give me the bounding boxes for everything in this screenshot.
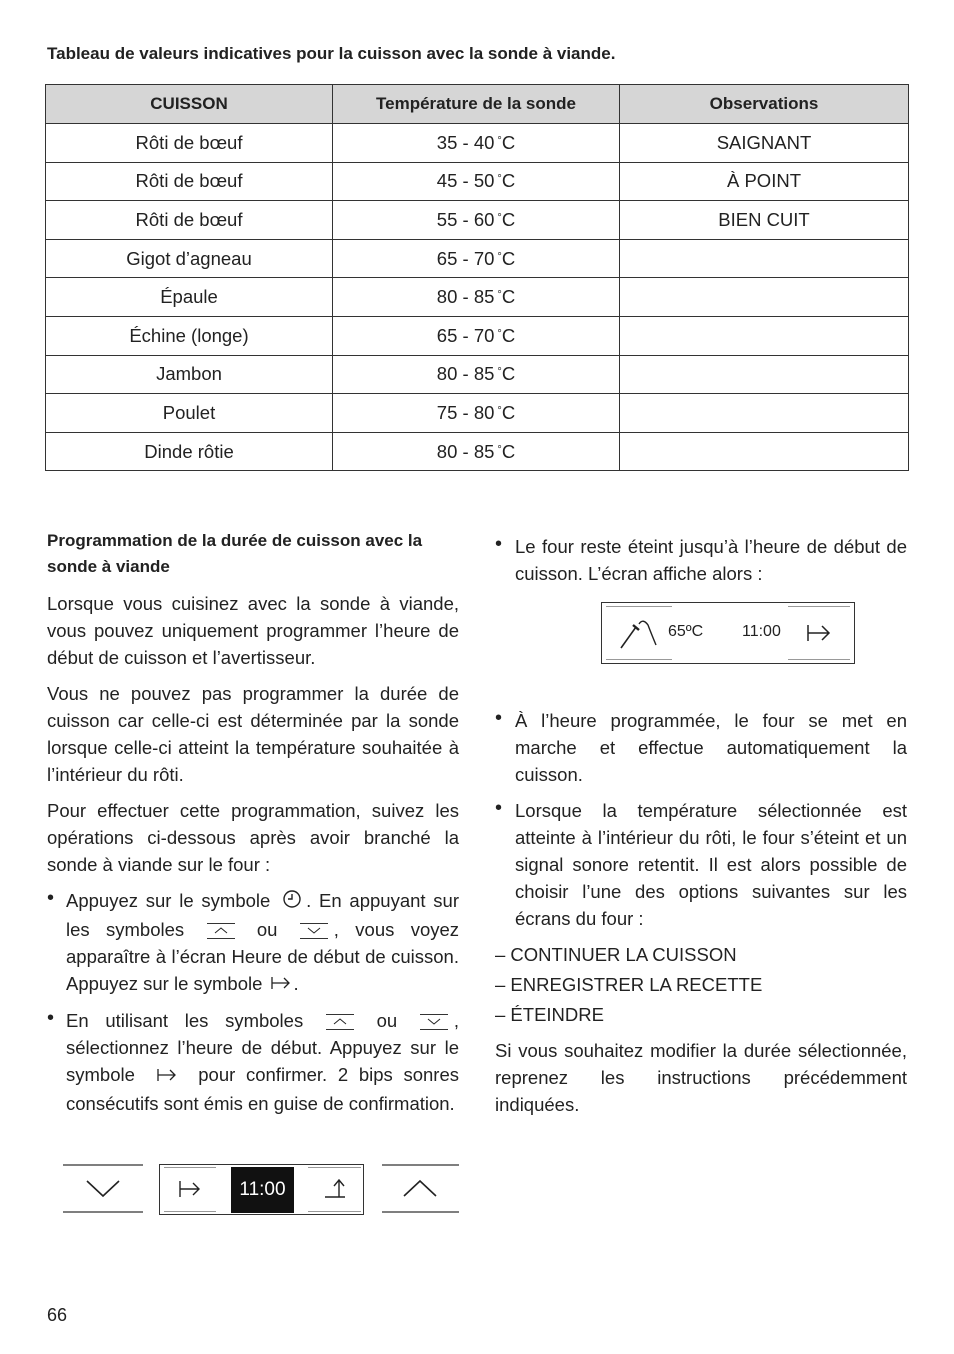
paragraph: Vous ne pouvez pas programmer la durée de cuisson car celle-ci est déterminée par la sonde lorsque celle-ci atteint la température souhaitée à l’intérieur du rôti. bbox=[47, 683, 459, 785]
down-arrow-icon bbox=[420, 1014, 448, 1030]
temperature-unit: C bbox=[501, 170, 516, 192]
table-row bbox=[46, 355, 909, 394]
probe-temperature-cell bbox=[333, 432, 620, 471]
degree-symbol: ° bbox=[497, 366, 502, 379]
probe-temperature-cell bbox=[333, 316, 620, 355]
temperature-range: 80 - 85 bbox=[436, 286, 495, 308]
degree-symbol: ° bbox=[497, 327, 502, 340]
down-button[interactable] bbox=[63, 1164, 143, 1214]
bullet-icon: • bbox=[495, 707, 503, 729]
probe-temperature-cell bbox=[333, 239, 620, 278]
list-item bbox=[47, 1007, 459, 1117]
cooking-item-cell: Jambon bbox=[46, 355, 333, 394]
option-item: – ÉTEINDRE bbox=[495, 1004, 604, 1025]
temperature-range: 65 - 70 bbox=[436, 247, 495, 269]
temperature-unit: C bbox=[501, 324, 516, 346]
bullet-text: . bbox=[293, 972, 299, 994]
up-arrow-icon bbox=[207, 923, 235, 939]
page-title: Tableau de valeurs indicatives pour la cuisson avec la sonde à viande. bbox=[47, 44, 616, 63]
start-time-icon bbox=[806, 623, 832, 643]
temperature-range: 65 - 70 bbox=[436, 324, 495, 346]
cooking-item-cell: Gigot d’agneau bbox=[46, 239, 333, 278]
degree-symbol: ° bbox=[497, 134, 502, 147]
list-item bbox=[495, 797, 907, 932]
bullet-text: Le four reste éteint jusqu’à l’heure de début de cuisson. L’écran affiche alors : bbox=[515, 536, 907, 584]
cooking-item-cell: Rôti de bœuf bbox=[46, 201, 333, 240]
bullet-text: ou bbox=[376, 1010, 398, 1032]
observation-cell bbox=[620, 278, 909, 317]
temperature-unit: C bbox=[501, 247, 516, 269]
table-row bbox=[46, 278, 909, 317]
clock-icon bbox=[282, 889, 302, 916]
probe-temperature-readout: 65ºC bbox=[668, 623, 704, 640]
section-heading: Programmation de la durée de cuisson avec la sonde à viande bbox=[47, 531, 423, 576]
bullet-text: À l’heure programmée, le four se met en marche et effectue automatiquement la cuisson. bbox=[515, 710, 907, 785]
temperature-range: 80 - 85 bbox=[436, 440, 495, 462]
bullet-text: , vous voyez apparaître à l’écran Heure de début de cuisson. Appuyez sur le symbole bbox=[66, 918, 460, 994]
temperature-range: 55 - 60 bbox=[436, 208, 495, 230]
start-time-icon bbox=[156, 1063, 178, 1090]
cooking-item-cell: Rôti de bœuf bbox=[46, 124, 333, 163]
up-button[interactable] bbox=[382, 1164, 459, 1214]
degree-symbol: ° bbox=[497, 211, 502, 224]
start-time-readout: 11:00 bbox=[742, 623, 781, 640]
bullet-text: , sélectionnez l’heure de début. Appuyez sur le symbole bbox=[66, 1010, 460, 1086]
table-row bbox=[46, 432, 909, 471]
down-arrow-icon bbox=[300, 923, 328, 939]
table-header-cell: Observations bbox=[620, 85, 909, 124]
observation-cell bbox=[620, 316, 909, 355]
cooking-item-cell: Épaule bbox=[46, 278, 333, 317]
cooking-item-cell: Poulet bbox=[46, 394, 333, 433]
paragraph: Lorsque vous cuisinez avec la sonde à viande, vous pouvez uniquement programmer l’heure de début de cuisson et l’avertisseur. bbox=[47, 593, 459, 668]
temperature-range: 80 - 85 bbox=[436, 363, 495, 385]
table-row bbox=[46, 239, 909, 278]
bullet-icon: • bbox=[47, 887, 55, 909]
cooking-item-cell: Échine (longe) bbox=[46, 316, 333, 355]
observation-cell: À POINT bbox=[620, 162, 909, 201]
degree-symbol: ° bbox=[497, 173, 502, 186]
table-row bbox=[46, 316, 909, 355]
degree-symbol: ° bbox=[497, 443, 502, 456]
temperature-range: 35 - 40 bbox=[436, 131, 495, 153]
bullet-text: Appuyez sur le symbole bbox=[66, 890, 271, 911]
probe-temperature-cell bbox=[333, 201, 620, 240]
oven-display-screen bbox=[601, 602, 855, 664]
observation-cell bbox=[620, 239, 909, 278]
probe-temperature-cell bbox=[333, 355, 620, 394]
bullet-text: ou bbox=[256, 918, 278, 940]
cooking-item-cell: Dinde rôtie bbox=[46, 432, 333, 471]
bullet-text: En utilisant les symboles bbox=[66, 1010, 304, 1032]
table-row bbox=[46, 124, 909, 163]
table-header-cell: Température de la sonde bbox=[333, 85, 620, 124]
temperature-unit: C bbox=[501, 286, 516, 308]
table-header-row bbox=[46, 85, 909, 124]
selected-time-readout: 11:00 bbox=[231, 1167, 294, 1213]
degree-symbol: ° bbox=[497, 404, 502, 417]
table-row bbox=[46, 162, 909, 201]
bullet-icon: • bbox=[495, 797, 503, 819]
list-item bbox=[495, 707, 907, 788]
end-time-icon[interactable] bbox=[323, 1177, 349, 1201]
meat-probe-icon bbox=[618, 617, 658, 651]
observation-cell bbox=[620, 432, 909, 471]
table-row bbox=[46, 394, 909, 433]
temperature-unit: C bbox=[501, 401, 516, 423]
temperature-unit: C bbox=[501, 363, 516, 385]
start-time-icon[interactable] bbox=[178, 1179, 202, 1199]
temperature-range: 75 - 80 bbox=[436, 401, 495, 423]
probe-temperature-cell bbox=[333, 394, 620, 433]
bullet-icon: • bbox=[495, 533, 503, 555]
degree-symbol: ° bbox=[497, 289, 502, 302]
observation-cell bbox=[620, 394, 909, 433]
observation-cell bbox=[620, 355, 909, 394]
bullet-text: Lorsque la température sélectionnée est atteinte à l’intérieur du rôti, le four s’éteint et un signal sonore retentit. Il est alors possible de choisir l’une des options suivantes sur les écrans du four : bbox=[515, 800, 907, 929]
option-item: – ENREGISTRER LA RECETTE bbox=[495, 974, 763, 995]
bullet-icon: • bbox=[47, 1007, 55, 1030]
control-display bbox=[159, 1164, 364, 1215]
degree-symbol: ° bbox=[497, 250, 502, 263]
temperature-range: 45 - 50 bbox=[436, 170, 495, 192]
option-item: – CONTINUER LA CUISSON bbox=[495, 944, 737, 965]
paragraph: Si vous souhaitez modifier la durée sélectionnée, reprenez les instructions précédemment indiquées. bbox=[495, 1040, 907, 1115]
temperature-unit: C bbox=[501, 440, 516, 462]
up-arrow-icon bbox=[326, 1014, 354, 1030]
observation-cell: BIEN CUIT bbox=[620, 201, 909, 240]
cooking-item-cell: Rôti de bœuf bbox=[46, 162, 333, 201]
probe-temperature-cell bbox=[333, 278, 620, 317]
temperature-unit: C bbox=[501, 208, 516, 230]
probe-temperature-table bbox=[45, 84, 909, 471]
temperature-unit: C bbox=[501, 131, 516, 153]
observation-cell: SAIGNANT bbox=[620, 124, 909, 163]
table-row bbox=[46, 201, 909, 240]
bullet-text: pour confirmer. 2 bips sonres consécutifs sont émis en guise de confirmation. bbox=[66, 1064, 460, 1114]
left-column bbox=[47, 528, 459, 1126]
list-item bbox=[47, 887, 459, 998]
probe-temperature-cell bbox=[333, 124, 620, 163]
probe-temperature-cell bbox=[333, 162, 620, 201]
bullet-text: . En appuyant sur les symboles bbox=[66, 890, 460, 940]
paragraph: Pour effectuer cette programmation, suivez les opérations ci-dessous après avoir branché la sonde à viande sur le four : bbox=[47, 800, 459, 875]
page-number: 66 bbox=[47, 1305, 68, 1325]
table-header-cell: CUISSON bbox=[46, 85, 333, 124]
list-item bbox=[495, 533, 907, 587]
start-time-icon bbox=[270, 971, 292, 998]
